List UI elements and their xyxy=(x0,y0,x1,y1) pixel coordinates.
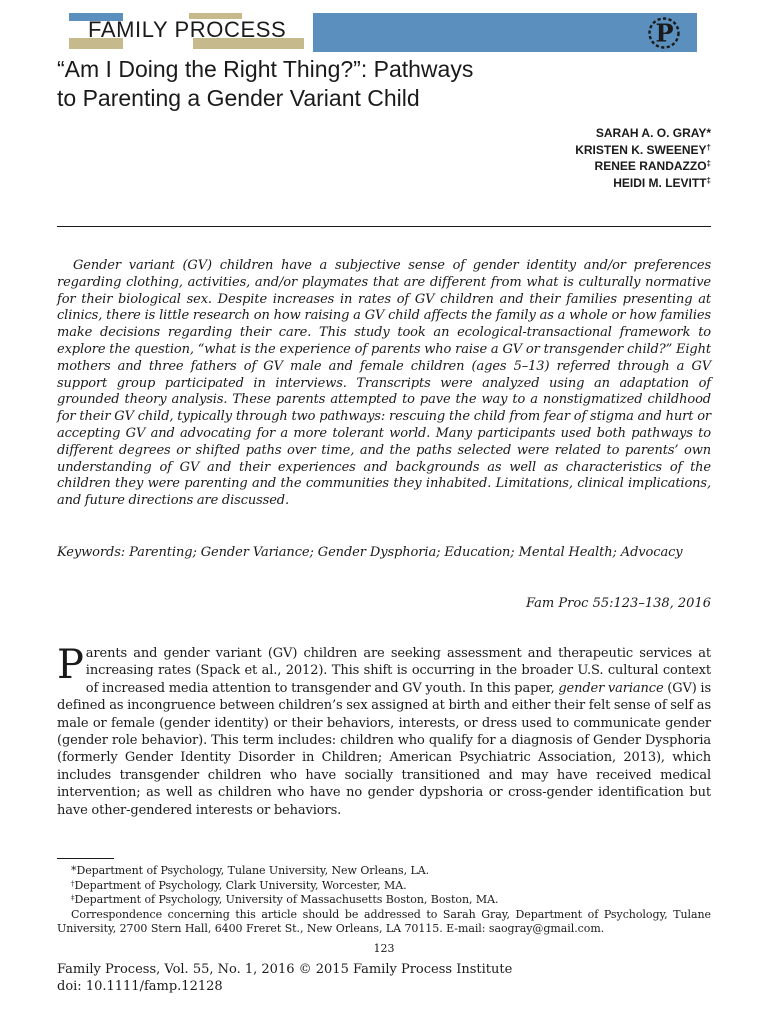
footnote-text: Department of Psychology, University of Massachusetts Boston, Boston, MA. xyxy=(74,893,499,907)
header-band xyxy=(313,13,697,52)
author-list xyxy=(575,125,711,191)
author-name: SARAH A. O. GRAY xyxy=(595,126,707,140)
body-text: arents and gender variant (GV) children are seeking assessment and therapeutic services at increasing rates (Spack et al., 2012). This shift is occurring in the broader U.S. cultural context of increased media attention to transgender and GV youth. In this paper, xyxy=(85,646,711,696)
author xyxy=(575,125,711,142)
article-title xyxy=(57,55,677,113)
page-number: 123 xyxy=(373,942,395,955)
author-name: RENEE RANDAZZO xyxy=(594,159,707,173)
body-text: (GV) is defined as incongruence between children’s sex assigned at birth and either their felt sense of self as male or female (gender identity) or their behaviors, interests, or dress used to communicate gender (gender role behavior). This term includes: children who qualify for a diagnosis of Gender Dysphoria (formerly Gender Identity Disorder in Children; American Psychiatric Association, 2013), which includes transgender children who have socially transitioned and may have received medical intervention; as well as children who have no gender dypshoria or cross-gender identification but have other-gendered interests or behaviors. xyxy=(57,680,712,818)
journal-name: FAMILY PROCESS xyxy=(88,17,287,42)
footnote-text: Department of Psychology, Clark University, Worcester, MA. xyxy=(74,878,407,892)
keywords: Keywords: Parenting; Gender Variance; Gender Dysphoria; Education; Mental Health; Advocacy xyxy=(57,545,683,560)
author-mark: ‡ xyxy=(706,159,711,168)
footnote-mark: * xyxy=(71,864,77,877)
footnote xyxy=(57,879,711,894)
author-name: KRISTEN K. SWEENEY xyxy=(575,142,707,157)
footnote-text: Department of Psychology, Tulane University, New Orleans, LA. xyxy=(76,864,430,877)
author-mark: ‡ xyxy=(706,175,711,185)
abstract: Gender variant (GV) children have a subjective sense of gender identity and/or preferences regarding clothing, activities, and/or playmates that are different from what is culturally normative for their biological sex. Despite increases in rates of GV children and their families presenting at clinics, there is little research on how raising a GV child affects the family as a whole or how families make decisions regarding their care. This study took an ecological-transactional framework to explore the question, “what is the experience of parents who raise a GV or transgender child?” Eight mothers and three fathers of GV male and female children (ages 5–13) referred through a GV support group participated in interviews. Transcripts were analyzed using an adaptation of grounded theory analysis. These parents attempted to pave the way to a nonstigmatized childhood for their GV child, typically through two pathways: rescuing the child from fear of stigma and hurt or accepting GV and advocating for a more tolerant world. Many participants used both pathways to different degrees or shifted paths over time, and the paths selected were related to parents’ own understanding of GV and their experiences and backgrounds as well as characteristics of the children they were parenting and the communities they inhabited. Limitations, clinical implications, and future directions are discussed. xyxy=(57,258,711,509)
footnote-divider xyxy=(57,858,114,859)
journal-info: Family Process, Vol. 55, No. 1, 2016 © 2015 Family Process Institute xyxy=(57,962,513,977)
citation: Fam Proc 55:123–138, 2016 xyxy=(526,596,711,611)
author xyxy=(575,175,711,192)
title-line: “Am I Doing the Right Thing?”: Pathways xyxy=(57,56,474,82)
author-name: HEIDI M. LEVITT xyxy=(613,175,707,190)
footnotes xyxy=(57,864,711,937)
author-mark: † xyxy=(706,142,711,152)
author-mark: * xyxy=(706,126,711,140)
title-line: to Parenting a Gender Variant Child xyxy=(57,85,420,111)
footnote-mark: † xyxy=(71,879,75,888)
footnote xyxy=(57,893,711,908)
title-divider xyxy=(57,226,711,227)
journal-logo-icon xyxy=(645,14,683,52)
correspondence-note: Correspondence concerning this article should be addressed to Sarah Gray, Department of Psychology, Tulane University, 2700 Stern Hall, 6400 Freret St., New Orleans, LA 70115. E-mail: saogray@gmail.com. xyxy=(57,907,711,936)
logo-letter: P xyxy=(655,18,674,48)
body-paragraph xyxy=(57,642,712,819)
author xyxy=(575,158,711,175)
doi: doi: 10.1111/famp.12128 xyxy=(57,979,223,994)
author xyxy=(575,142,711,159)
footnote xyxy=(57,864,711,879)
defined-term: gender variance xyxy=(558,680,664,696)
drop-cap: P xyxy=(57,642,84,688)
footnote-mark: ‡ xyxy=(71,894,75,903)
